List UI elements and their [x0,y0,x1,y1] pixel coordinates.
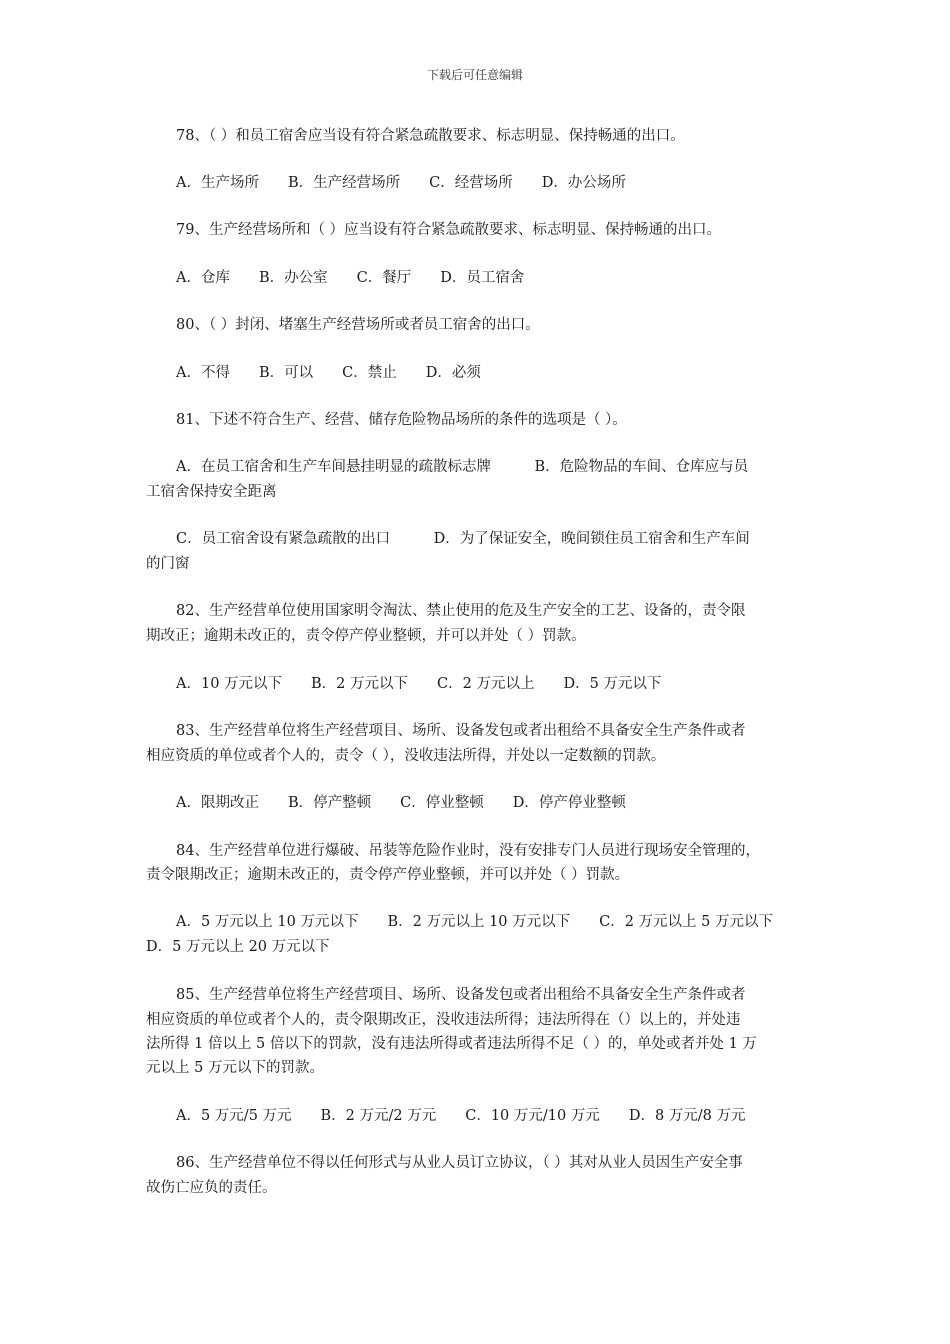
options-79: A．仓库 B．办公室 C．餐厅 D．员工宿舍 [176,270,525,286]
options-84-line1: A．5 万元以上 10 万元以下 B．2 万元以上 10 万元以下 C．2 万元以上 5 万元以下 [176,914,774,930]
question-85-line2: 相应资质的单位或者个人的，责令限期改正，没收违法所得；违法所得在（）以上的，并处违 [146,1012,741,1028]
question-82-line1: 82、生产经营单位使用国家明令淘汰、禁止使用的危及生产安全的工艺、设备的，责令限 [176,603,746,619]
question-78: 78、（ ）和员工宿舍应当设有符合紧急疏散要求、标志明显、保持畅通的出口。 [176,128,685,144]
question-83-line1: 83、生产经营单位将生产经营项目、场所、设备发包或者出租给不具备安全生产条件或者 [176,723,746,739]
question-85-line3: 法所得 1 倍以上 5 倍以下的罚款，没有违法所得或者违法所得不足（ ）的，单处或者并处 1 万 [146,1036,757,1052]
question-80: 80、（ ）封闭、堵塞生产经营场所或者员工宿舍的出口。 [176,317,540,333]
options-81-line3: C．员工宿舍设有紧急疏散的出口 D．为了保证安全，晚间锁住员工宿舍和生产车间 [176,531,750,547]
question-83-line2: 相应资质的单位或者个人的，责令（ ），没收违法所得，并处以一定数额的罚款。 [146,748,666,764]
options-81-line2: 工宿舍保持安全距离 [146,484,277,500]
question-84-line1: 84、生产经营单位进行爆破、吊装等危险作业时，没有安排专门人员进行现场安全管理的， [176,843,760,859]
options-83: A．限期改正 B．停产整顿 C．停业整顿 D．停产停业整顿 [176,795,626,811]
options-81-line1: A．在员工宿舍和生产车间悬挂明显的疏散标志牌 B．危险物品的车间、仓库应与员 [176,459,749,475]
question-85-line1: 85、生产经营单位将生产经营项目、场所、设备发包或者出租给不具备安全生产条件或者 [176,987,746,1003]
question-82-line2: 期改正；逾期未改正的，责令停产停业整顿，并可以并处（ ）罚款。 [146,628,586,644]
options-82: A．10 万元以下 B．2 万元以下 C．2 万元以上 D．5 万元以下 [176,676,662,692]
options-85: A．5 万元/5 万元 B．2 万元/2 万元 C．10 万元/10 万元 D．8 万元/8 万元 [176,1108,746,1124]
options-84-line2: D．5 万元以上 20 万元以下 [146,939,330,955]
options-81-line4: 的门窗 [146,556,190,572]
options-78: A．生产场所 B．生产经营场所 C．经营场所 D．办公场所 [176,175,626,191]
page-header: 下载后可任意编辑 [426,68,523,82]
question-84-line2: 责令限期改正；逾期未改正的，责令停产停业整顿，并可以并处（ ）罚款。 [146,867,630,883]
options-80: A．不得 B．可以 C．禁止 D．必须 [176,365,481,381]
question-85-line4: 元以上 5 万元以下的罚款。 [146,1060,324,1076]
question-79: 79、生产经营场所和（ ）应当设有符合紧急疏散要求、标志明显、保持畅通的出口。 [176,222,722,238]
question-81: 81、下述不符合生产、经营、储存危险物品场所的条件的选项是（ ）。 [176,412,627,428]
question-86-line1: 86、生产经营单位不得以任何形式与从业人员订立协议，（ ）其对从业人员因生产安全事 [176,1155,743,1171]
question-86-line2: 故伤亡应负的责任。 [146,1180,277,1196]
